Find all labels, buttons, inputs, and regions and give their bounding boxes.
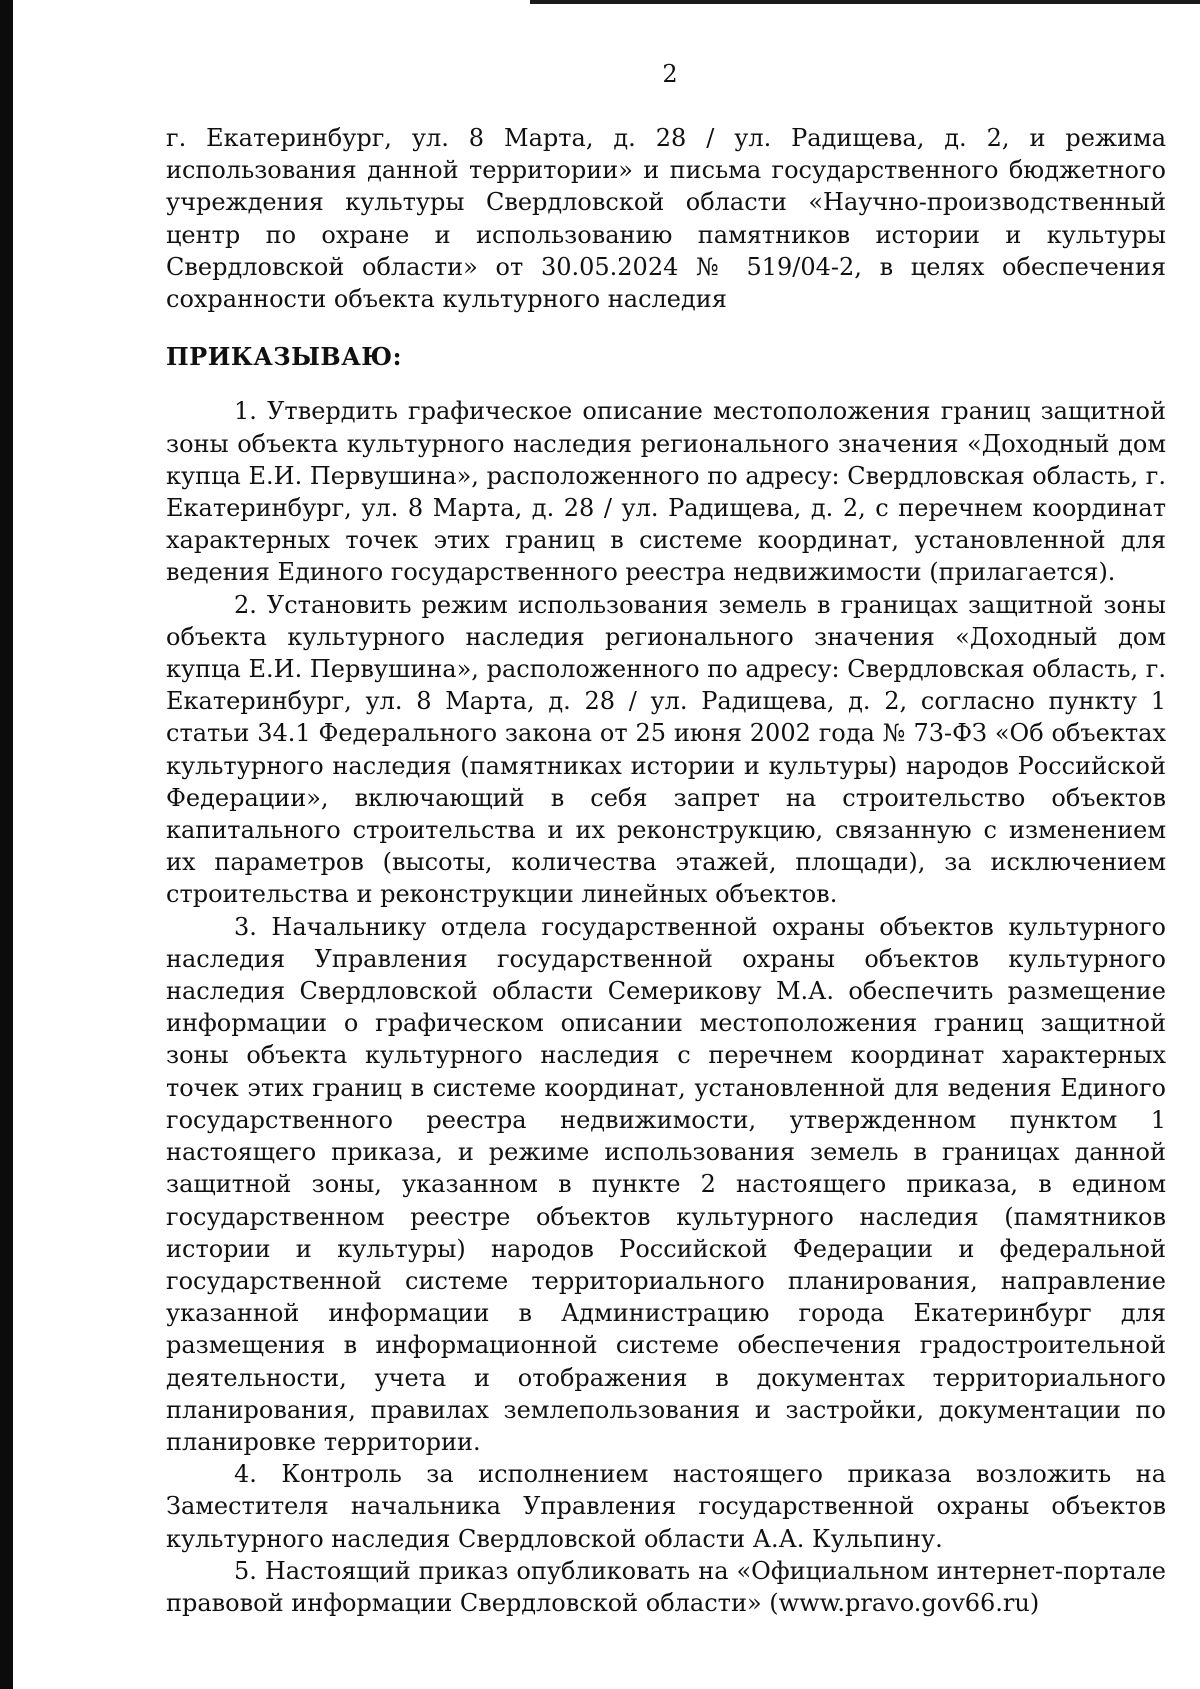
order-item-4: 4. Контроль за исполнением настоящего приказа возложить на Заместителя начальника Управления государственной охраны объектов культурного наследия Свердловской области А.А. Кульпину.	[166, 1460, 1166, 1553]
document-body	[166, 122, 1166, 1619]
order-item-2: 2. Установить режим использования земель в границах защитной зоны объекта культурного наследия регионального значения «Доходный дом купца Е.И. Первушина», расположенного по адресу: Свердловская область, г. Екатеринбург, ул. 8 Марта, д. 28 / ул. Радищева, д. 2, согласно пункту 1 статьи 34.1 Федерального закона от 25 июня 2002 года № 73-ФЗ «Об объектах культурного наследия (памятниках истории и культуры) народов Российской Федерации», включающий в себя запрет на строительство объектов капитального строительства и их реконструкцию, связанную с изменением их параметров (высоты, количества этажей, площади), за исключением строительства и реконструкции линейных объектов.	[166, 590, 1166, 909]
order-item-3: 3. Начальнику отдела государственной охраны объектов культурного наследия Управления государственной охраны объектов культурного наследия Свердловской области Семерикову М.А. обеспечить размещение информации о графическом описании местоположения границ защитной зоны объекта культурного наследия с перечнем координат характерных точек этих границ в системе координат, установленной для ведения Единого государственного реестра недвижимости, утвержденном пунктом 1 настоящего приказа, и режиме использования земель в границах данной защитной зоны, указанном в пункте 2 настоящего приказа, в едином государственном реестре объектов культурного наследия (памятников истории и культуры) народов Российской Федерации и федеральной государственной системе территориального планирования, направление указанной информации в Администрацию города Екатеринбург для размещения в информационной системе обеспечения градостроительной деятельности, учета и отображения в документах территориального планирования, правилах землепользования и застройки, документации по планировке территории.	[166, 912, 1166, 1456]
order-heading: ПРИКАЗЫВАЮ:	[166, 342, 402, 372]
top-rule-line	[530, 0, 1200, 4]
intro-paragraph: г. Екатеринбург, ул. 8 Марта, д. 28 / ул. Радищева, д. 2, и режима использования данной территории» и письма государственного бюджетного учреждения культуры Свердловской области «Научно-производственный центр по охране и использованию памятников истории и культуры Свердловской области» от 30.05.2024 № 519/04-2, в целях обеспечения сохранности объекта культурного наследия	[166, 124, 1166, 314]
order-item-1: 1. Утвердить графическое описание местоположения границ защитной зоны объекта культурного наследия регионального значения «Доходный дом купца Е.И. Первушина», расположенного по адресу: Свердловская область, г. Екатеринбург, ул. 8 Марта, д. 28 / ул. Радищева, д. 2, с перечнем координат характерных точек этих границ в системе координат, установленной для ведения Единого государственного реестра недвижимости (прилагается).	[166, 397, 1166, 587]
scan-edge-shadow	[0, 0, 13, 1689]
order-item-5: 5. Настоящий приказ опубликовать на «Официальном интернет-портале правовой информации Свердловской области» (www.pravo.gov66.ru)	[166, 1556, 1166, 1617]
page-number: 2	[662, 60, 678, 88]
